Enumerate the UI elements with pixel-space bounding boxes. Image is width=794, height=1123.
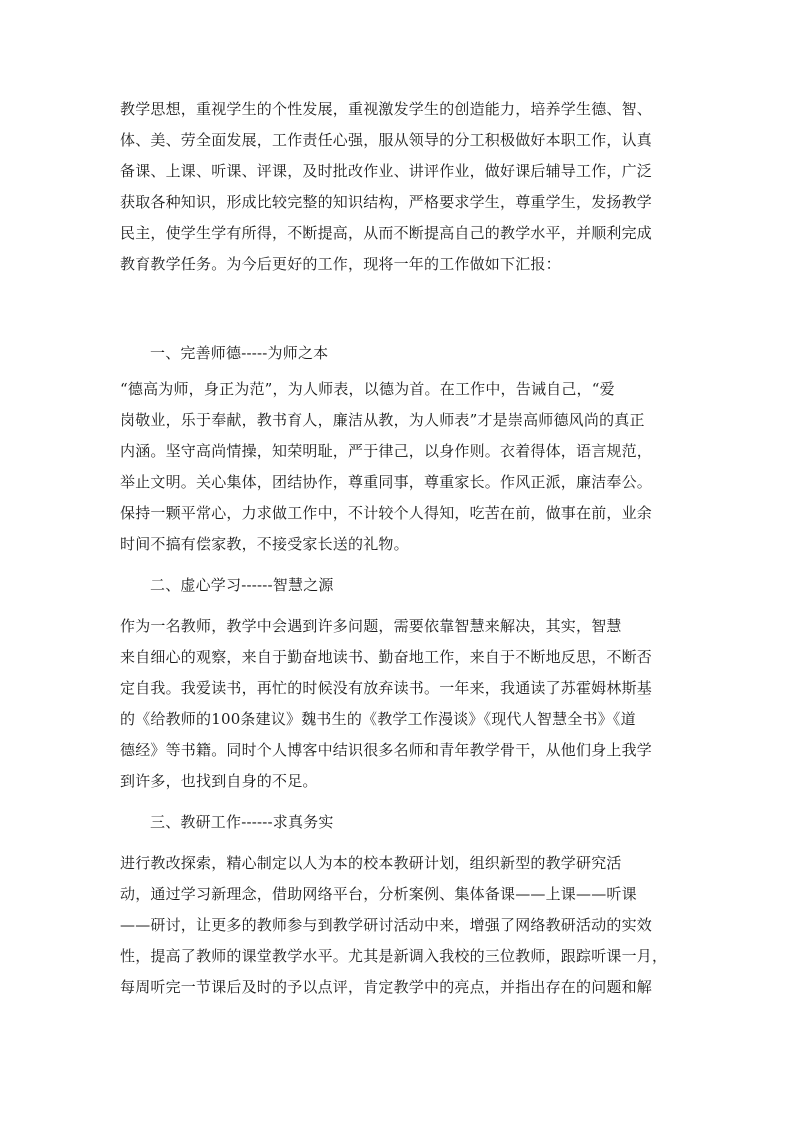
- section-2-line-2: 来自细心的观察，来自于勤奋地读书、勤奋地工作，来自于不断地反思，不断否: [120, 648, 653, 666]
- section-2-line-6: 到许多，也找到自身的不足。: [120, 772, 318, 790]
- section-1-line-4: 举止文明。关心集体，团结协作，尊重同事，尊重家长。作风正派，廉洁奉公。: [120, 473, 653, 491]
- section-2-line-3: 定自我。我爱读书，再忙的时候没有放弃读书。一年来，我通读了苏霍姆林斯基: [120, 679, 653, 697]
- section-3-line-5: 每周听完一节课后及时的予以点评，肯定教学中的亮点，并指出存在的问题和解: [120, 978, 653, 996]
- section-2-heading: 二、虚心学习------智慧之源: [150, 576, 334, 594]
- section-1-line-1: “德高为师，身正为范”，为人师表，以德为首。在工作中，告诫自己，“爱: [120, 380, 615, 398]
- intro-line-5: 民主，使学生学有所得，不断提高，从而不断提高自己的教学水平，并顺利完成: [120, 224, 653, 242]
- section-3-line-1: 进行教改探索，精心制定以人为本的校本教研计划，组织新型的教学研究活: [120, 854, 622, 872]
- section-1-heading: 一、完善师德-----为师之本: [150, 344, 329, 362]
- intro-line-3: 备课、上课、听课、评课，及时批改作业、讲评作业，做好课后辅导工作，广泛: [120, 162, 653, 180]
- section-1-line-3: 内涵。坚守高尚情操，知荣明耻，严于律己，以身作则。衣着得体，语言规范，: [120, 442, 653, 460]
- section-2-line-4: 的《给教师的100条建议》魏书生的《教学工作漫谈》《现代人智慧全书》《道: [120, 710, 636, 728]
- intro-line-1: 教学思想，重视学生的个性发展，重视激发学生的创造能力，培养学生德、智、: [120, 100, 653, 118]
- section-1-line-6: 时间不搞有偿家教，不接受家长送的礼物。: [120, 535, 409, 553]
- section-1-line-5: 保持一颗平常心，力求做工作中，不计较个人得知，吃苦在前，做事在前，业余: [120, 504, 653, 522]
- section-1-line-2: 岗敬业，乐于奉献，教书育人，廉洁从教，为人师表”才是崇高师德风尚的真正: [120, 411, 645, 429]
- section-3-line-2: 动，通过学习新理念，借助网络平台，分析案例、集体备课——上课——听课: [120, 885, 637, 903]
- intro-line-4: 获取各种知识，形成比较完整的知识结构，严格要求学生，尊重学生，发扬教学: [120, 193, 653, 211]
- intro-line-6: 教育教学任务。为今后更好的工作，现将一年的工作做如下汇报：: [120, 255, 561, 273]
- intro-line-2: 体、美、劳全面发展，工作责任心强，服从领导的分工积极做好本职工作，认真: [120, 131, 653, 149]
- section-3-line-4: 性，提高了教师的课堂教学水平。尤其是新调入我校的三位教师，跟踪听课一月，: [120, 947, 668, 965]
- section-2-line-5: 德经》等书籍。同时个人博客中结识很多名师和青年教学骨干，从他们身上我学: [120, 741, 653, 759]
- section-2-line-1: 作为一名教师，教学中会遇到许多问题，需要依靠智慧来解决，其实，智慧: [120, 617, 622, 635]
- section-3-heading: 三、教研工作------求真务实: [150, 813, 334, 831]
- section-3-line-3: ——研讨，让更多的教师参与到教学研讨活动中来，增强了网络教研活动的实效: [120, 916, 653, 934]
